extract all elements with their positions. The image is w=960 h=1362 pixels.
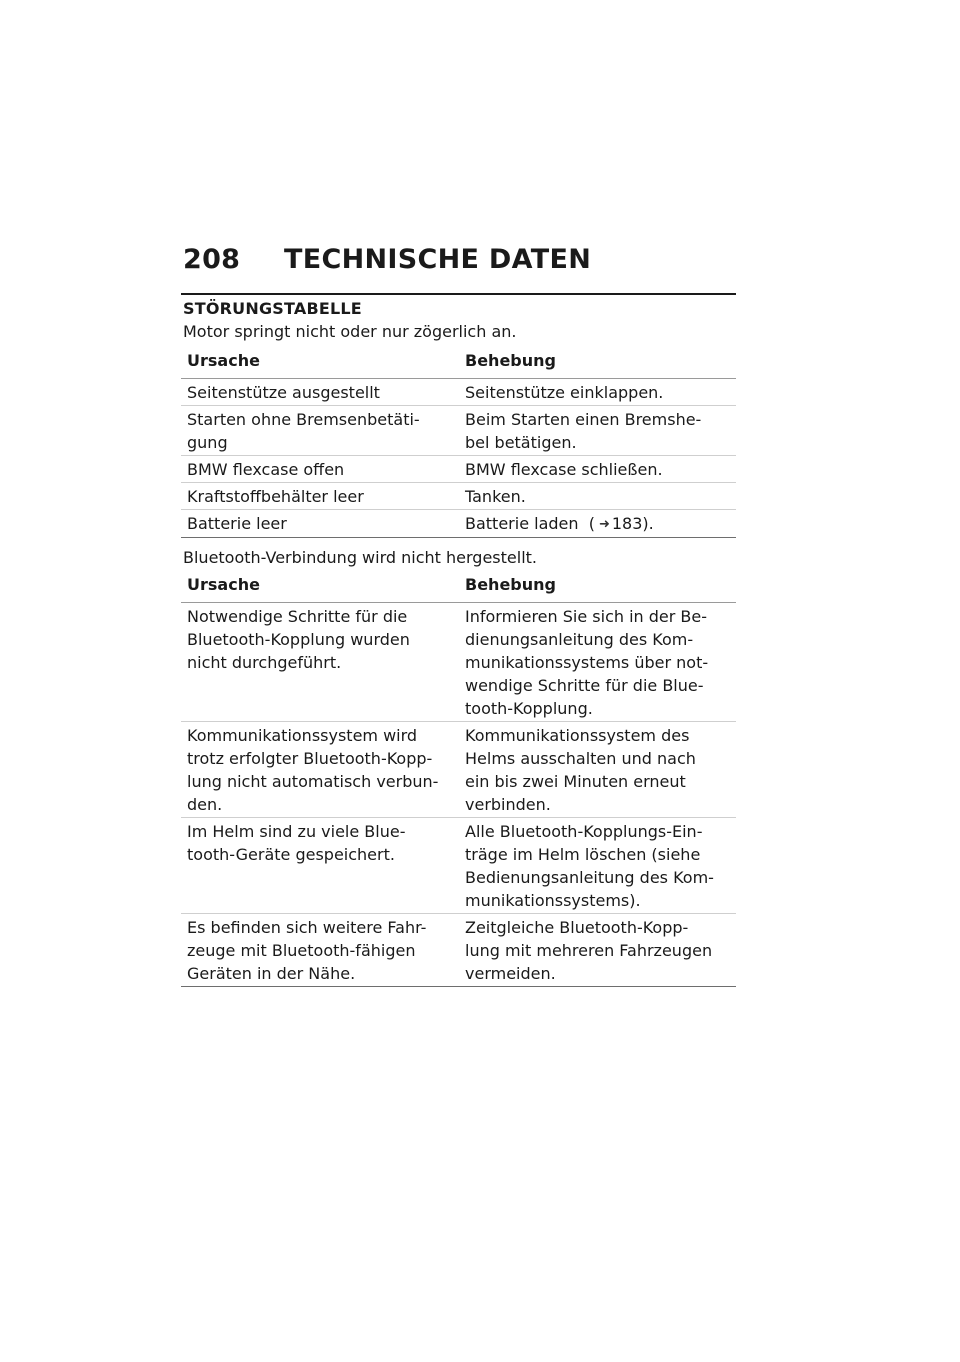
reference-close: ). (642, 514, 654, 533)
page-number: 208 (183, 244, 241, 275)
remedy-cell (459, 510, 736, 538)
cause-cell: Starten ohne Bremsenbetäti- gung (181, 406, 459, 456)
reference-open: ( (588, 514, 595, 533)
table-header-row (181, 349, 736, 379)
cause-cell: BMW flexcase offen (181, 456, 459, 483)
table-row (181, 456, 736, 483)
table-row (181, 483, 736, 510)
cause-cell: Kraftstoffbehälter leer (181, 483, 459, 510)
column-header-cause: Ursache (181, 349, 459, 379)
troubleshooting-table-bluetooth (181, 573, 736, 987)
table-intro-engine: Motor springt nicht oder nur zögerlich an. (183, 322, 517, 341)
remedy-cell: Seitenstütze einklappen. (459, 379, 736, 406)
cause-cell: Im Helm sind zu viele Blue- tooth-Geräte gespeichert. (181, 818, 459, 914)
table-row (181, 603, 736, 722)
column-header-remedy: Behebung (459, 349, 736, 379)
remedy-cell: Zeitgleiche Bluetooth-Kopp- lung mit mehreren Fahrzeugen vermeiden. (459, 914, 736, 987)
cause-cell: Seitenstütze ausgestellt (181, 379, 459, 406)
cause-cell: Kommunikationssystem wird trotz erfolgter Bluetooth-Kopp- lung nicht automatisch verbun- den. (181, 722, 459, 818)
remedy-text: Batterie laden (465, 514, 579, 533)
header-divider (181, 293, 736, 295)
cause-cell: Notwendige Schritte für die Bluetooth-Kopplung wurden nicht durchgeführt. (181, 603, 459, 722)
table-row (181, 406, 736, 456)
table-header-row (181, 573, 736, 603)
chapter-title: TECHNISCHE DATEN (284, 244, 592, 275)
table-row (181, 379, 736, 406)
cause-cell: Batterie leer (181, 510, 459, 538)
remedy-cell: Informieren Sie sich in der Be- dienungsanleitung des Kom- munikationssystems über not- wendige Schritte für die Blue- tooth-Kopplung. (459, 603, 736, 722)
table-row (181, 722, 736, 818)
cause-cell: Es befinden sich weitere Fahr- zeuge mit Bluetooth-fähigen Geräten in der Nähe. (181, 914, 459, 987)
remedy-cell: Kommunikationssystem des Helms ausschalten und nach ein bis zwei Minuten erneut verbinden. (459, 722, 736, 818)
table-row (181, 510, 736, 538)
troubleshooting-table-engine (181, 349, 736, 538)
page-header (183, 244, 591, 276)
arrow-right-icon: ➜ (598, 517, 610, 532)
remedy-cell: Tanken. (459, 483, 736, 510)
table-row (181, 914, 736, 987)
remedy-cell: BMW flexcase schließen. (459, 456, 736, 483)
remedy-cell: Alle Bluetooth-Kopplungs-Ein- träge im Helm löschen (siehe Bedienungsanleitung des Kom- munikationssystems). (459, 818, 736, 914)
column-header-remedy: Behebung (459, 573, 736, 603)
table-intro-bluetooth: Bluetooth-Verbindung wird nicht hergestellt. (183, 548, 537, 567)
remedy-cell: Beim Starten einen Bremshe- bel betätigen. (459, 406, 736, 456)
column-header-cause: Ursache (181, 573, 459, 603)
table-row (181, 818, 736, 914)
page-reference-link[interactable]: 183 (611, 514, 643, 533)
section-title: STÖRUNGSTABELLE (183, 299, 362, 318)
